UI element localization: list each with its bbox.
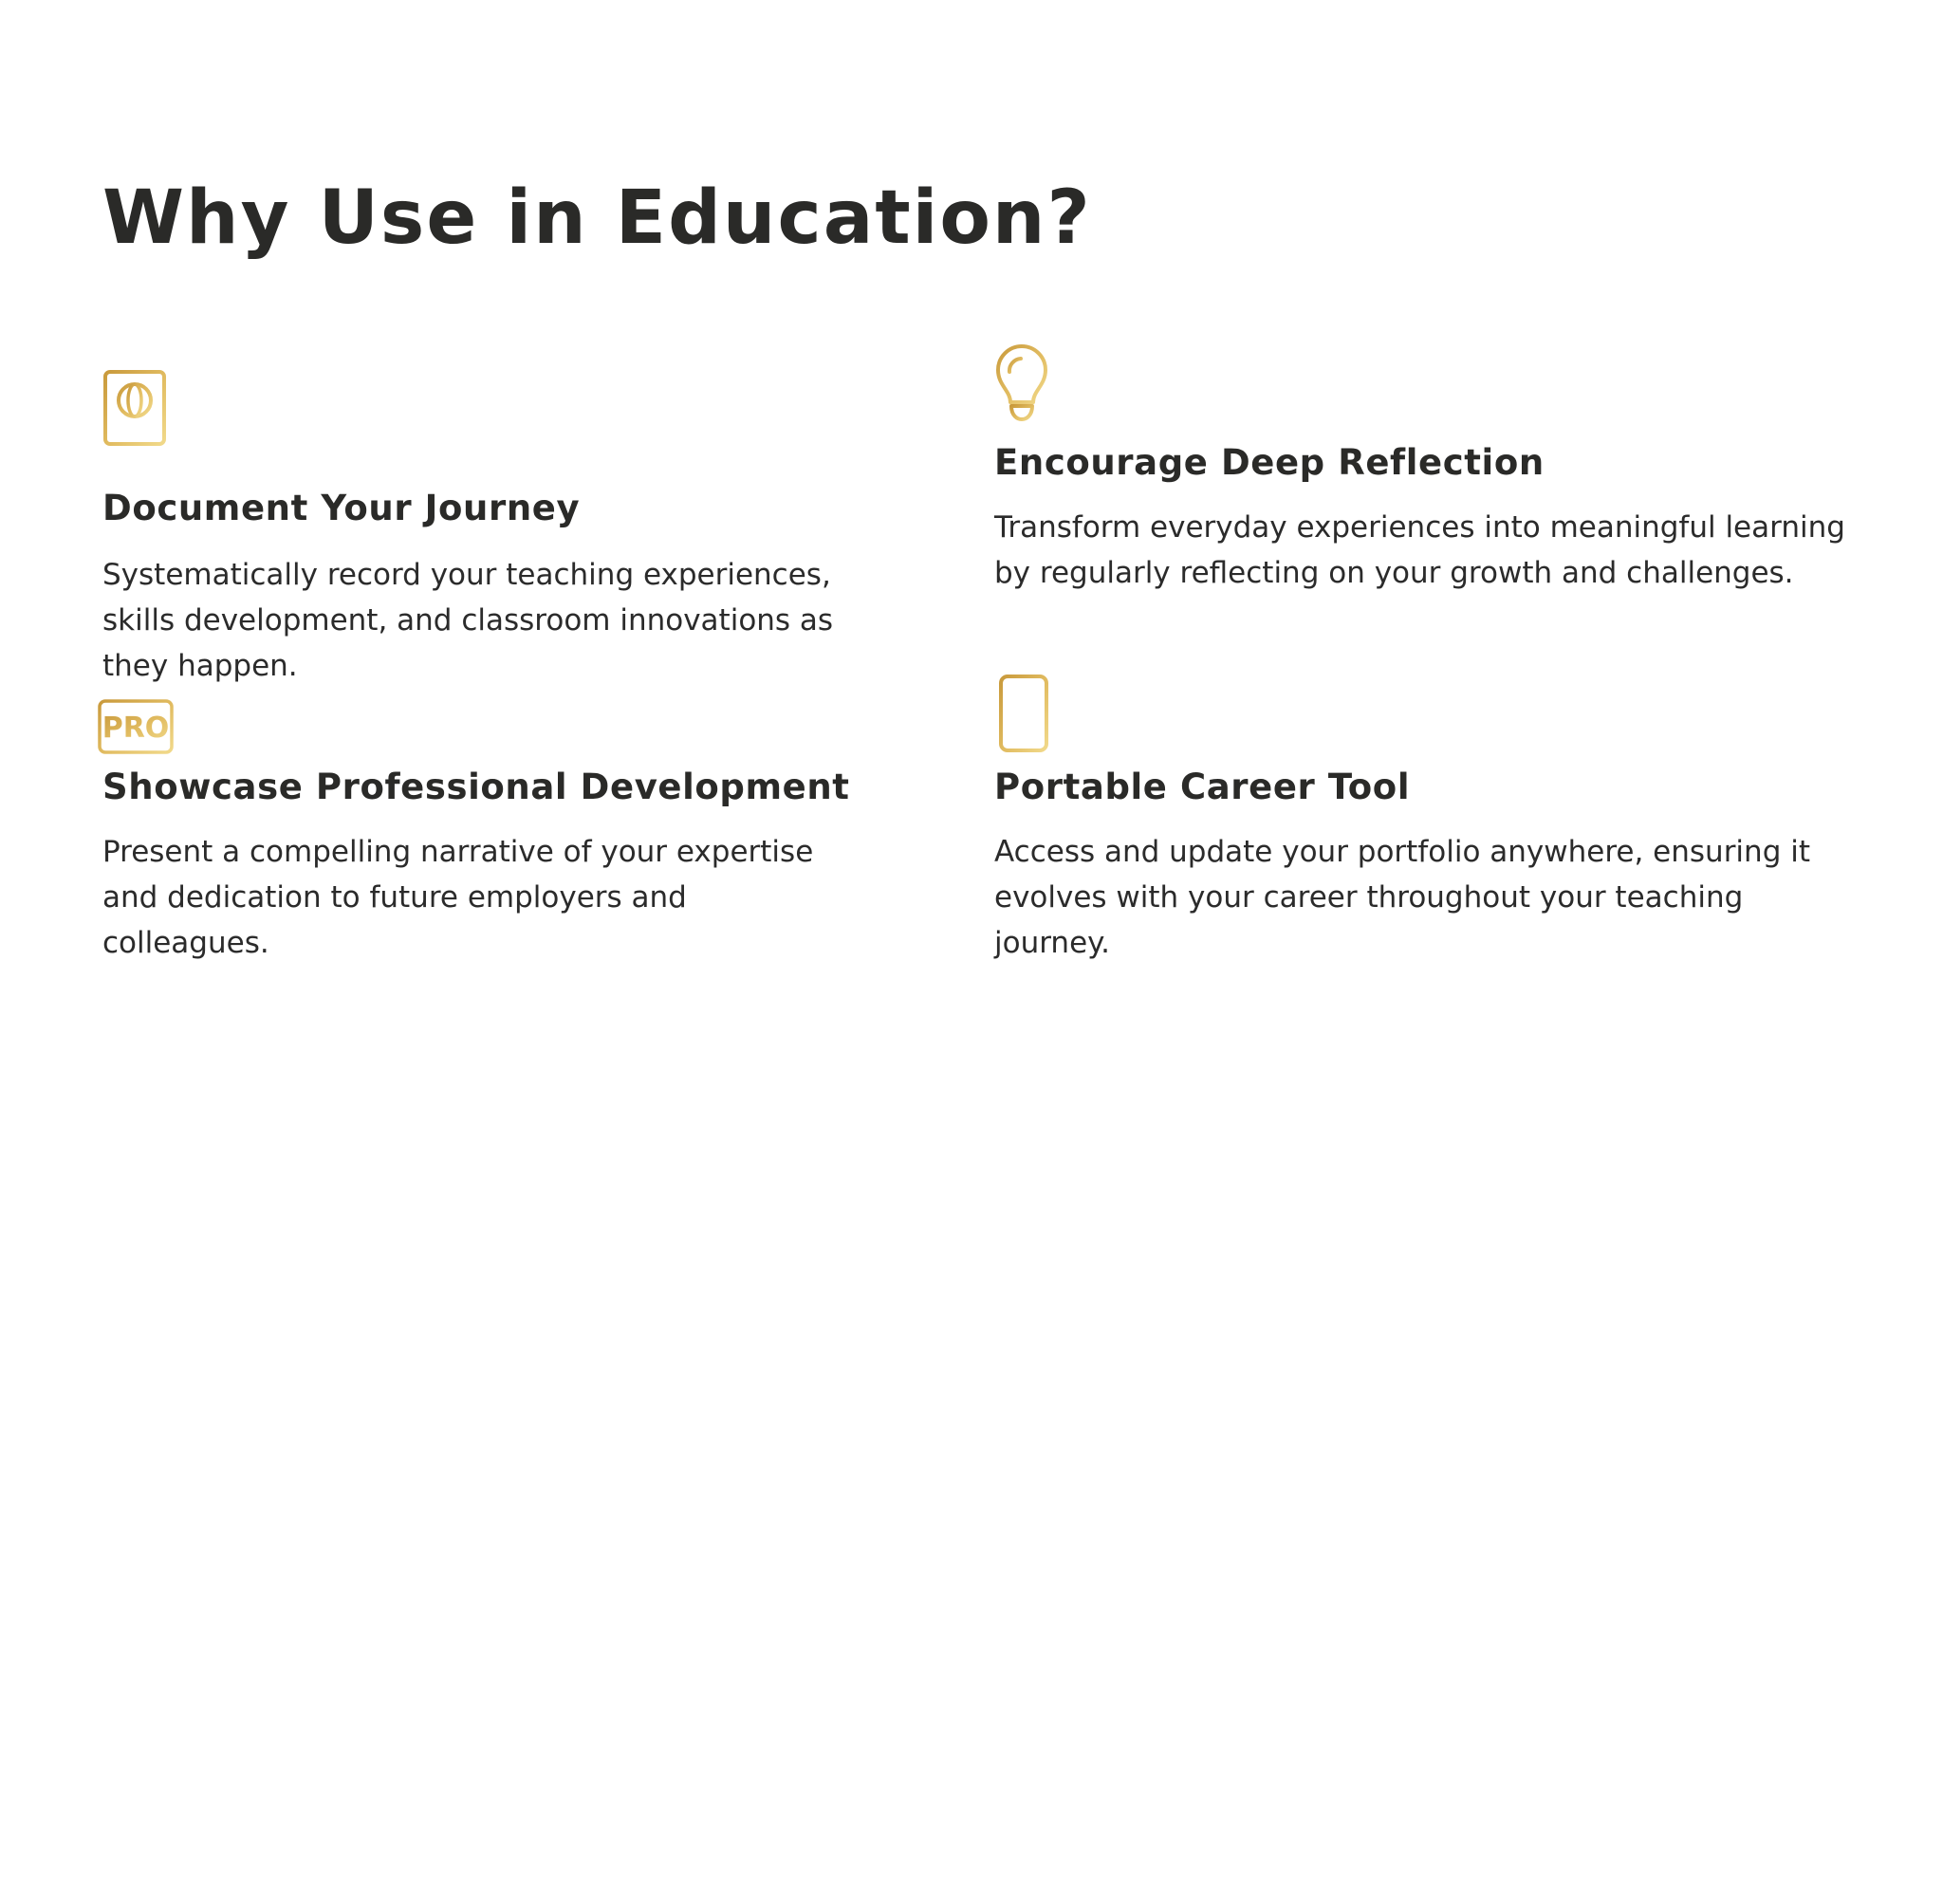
feature-description: Access and update your portfolio anywhere, ensuring it evolves with your career throughout your teaching journey. [994,835,1810,960]
feature-title: Encourage Deep Reflection [994,442,1545,483]
feature-description: Present a compelling narrative of your expertise and dedication to future employers and colleagues. [102,835,814,960]
feature-title: Document Your Journey [102,488,581,528]
feature-description: Transform everyday experiences into meaningful learning by regularly reflecting on your growth and challenges. [994,510,1845,590]
pro-badge-text: PRO [102,712,170,745]
passport-globe-icon [97,368,173,448]
feature-title: Portable Career Tool [994,767,1411,807]
feature-title: Showcase Professional Development [102,767,850,807]
feature-description: Systematically record your teaching experiences, skills development, and classroom innovations as they happen. [102,558,834,683]
page-title: Why Use in Education? [102,176,1092,261]
lightbulb-icon [992,343,1051,423]
pro-badge-icon [97,698,175,755]
smartphone-icon [998,674,1049,753]
